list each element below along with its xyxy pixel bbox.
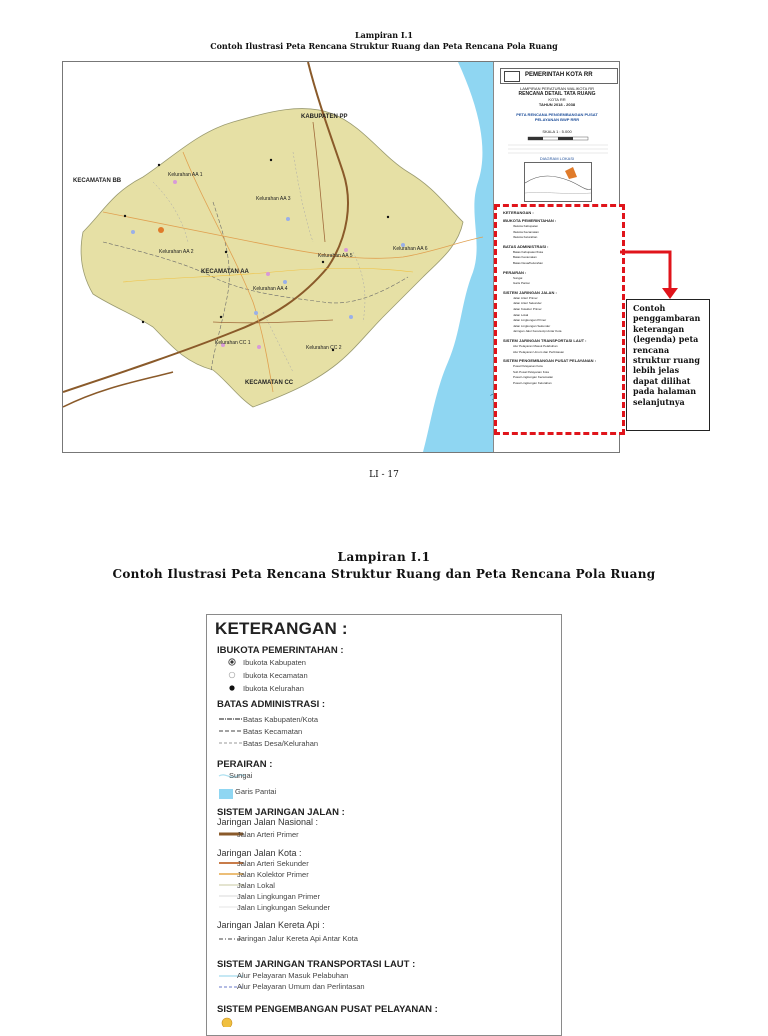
small-legend-item: Sungai	[513, 275, 523, 280]
small-legend-heading: SISTEM JARINGAN JALAN :	[503, 289, 557, 295]
legend-subheading: Jaringan Jalan Kereta Api :	[217, 920, 325, 930]
page-title-top: Lampiran I.1	[355, 30, 413, 40]
legend-detail	[206, 614, 562, 1036]
map-label-kec-aa: KECAMATAN AA	[201, 269, 249, 275]
legend-item: Jalan Lingkungan Primer	[237, 892, 320, 901]
legend-item: Jalan Lingkungan Sekunder	[237, 903, 330, 912]
small-legend-item: Garis Pantai	[513, 281, 530, 286]
legend-heading-perairan: PERAIRAN :	[217, 759, 273, 770]
page-subtitle-top: Contoh Ilustrasi Peta Rencana Struktur Ruang dan Peta Rencana Pola Ruang	[210, 41, 558, 51]
map-label-kel-aa1: Kelurahan AA 1	[168, 172, 203, 178]
ibukota-kabupaten-icon	[158, 227, 164, 233]
side-line-4: TAHUN 2018 - 2038	[538, 102, 576, 107]
legend-heading-ibukota: IBUKOTA PEMERINTAHAN :	[217, 645, 344, 656]
map-label-kel-cc1: Kelurahan CC 1	[215, 340, 251, 346]
legend-subheading: Jaringan Jalan Kota :	[217, 848, 302, 858]
legend-heading-laut: SISTEM JARINGAN TRANSPORTASI LAUT :	[217, 959, 416, 970]
government-header	[500, 68, 618, 84]
map-label-kel-aa5: Kelurahan AA 5	[318, 253, 353, 259]
map-label-kel-aa3: Kelurahan AA 3	[256, 196, 291, 202]
callout-note	[626, 299, 710, 431]
ibukota-kecamatan-icon	[229, 672, 235, 678]
small-legend-item: Alur Pelayaran Umum dan Perlintasan	[513, 349, 565, 354]
small-legend-item: Alur Pelayaran Masuk Pelabuhan	[513, 344, 558, 348]
legend-item: Jalan Lokal	[237, 881, 275, 890]
legend-item: Jalan Kolektor Primer	[237, 870, 309, 879]
small-legend-item: Sub Pusat Pelayanan Kota	[513, 369, 549, 374]
small-legend-item: Jalan Lokal	[513, 312, 529, 317]
side-map-title: PETA RENCANA PENGEMBANGAN PUSAT PELAYANAN BWP RRR	[516, 112, 598, 122]
legend-subheading: Jaringan Jalan Nasional :	[217, 817, 319, 827]
small-legend-item: Pusat Pelayanan Kota	[513, 364, 543, 369]
legend-item: Jalan Arteri Sekunder	[237, 859, 309, 868]
legend-item: Ibukota Kecamatan	[243, 671, 308, 680]
scale-bar-and-info	[508, 135, 608, 155]
legend-item: Garis Pantai	[235, 787, 277, 796]
legend-item: Alur Pelayaran Umum dan Perlintasan	[237, 982, 365, 991]
small-legend-heading: IBUKOTA PEMERINTAHAN :	[503, 218, 557, 223]
legend-title: KETERANGAN :	[215, 619, 348, 638]
small-legend-item: Ibukota Kelurahan	[513, 235, 538, 240]
legend-item: Jaringan Jalur Kereta Api Antar Kota	[237, 934, 358, 943]
small-legend-item: Ibukota Kecamatan	[513, 229, 539, 234]
legend-item: Alur Pelayaran Masuk Pelabuhan	[237, 971, 349, 980]
small-legend-item: Jalan Lingkungan Primer	[513, 318, 547, 323]
callout-text: Contoh penggambaran keterangan (legenda) peta rencana struktur ruang lebih jelas dapat dilihat pada halaman selanjutnya	[633, 303, 701, 407]
service-center-icon	[221, 1017, 235, 1027]
page-number: LI - 17	[369, 470, 399, 480]
map-label-kec-cc: KECAMATAN CC	[245, 380, 294, 386]
side-line-3: KOTA RR	[548, 97, 566, 102]
map-label-kec-bb: KECAMATAN BB	[73, 178, 122, 184]
side-line-2: RENCANA DETAIL TATA RUANG	[518, 91, 596, 97]
inset-location-map	[524, 162, 592, 202]
map-label-kab-pp: KABUPATEN PP	[301, 114, 348, 120]
small-legend-title: KETERANGAN :	[503, 210, 534, 215]
small-legend-item: Pusat Lingkungan Kelurahan	[513, 381, 552, 385]
small-legend-heading: PERAIRAN :	[503, 269, 527, 275]
legend-item: Batas Kabupaten/Kota	[243, 715, 319, 724]
legend-item: Ibukota Kabupaten	[243, 658, 306, 667]
map-label-kel-cc2: Kelurahan CC 2	[306, 345, 342, 351]
legend-item: Batas Desa/Kelurahan	[243, 739, 319, 748]
small-legend-item: Batas Kecamatan	[513, 255, 537, 260]
small-legend-item: Jalan Arteri Primer	[513, 295, 538, 300]
legend-item: Ibukota Kelurahan	[243, 684, 304, 693]
legend-item: Sungai	[229, 771, 253, 780]
city-logo	[504, 71, 520, 82]
legend-item: Jalan Arteri Primer	[237, 830, 299, 839]
page-title-bottom: Lampiran I.1	[337, 550, 431, 564]
government-name: PEMERINTAH KOTA RR	[525, 72, 593, 78]
small-legend-heading: SISTEM PENGEMBANGAN PUSAT PELAYANAN :	[503, 358, 596, 364]
legend-heading-jalan: SISTEM JARINGAN JALAN :	[217, 807, 345, 818]
legend-heading-pusat: SISTEM PENGEMBANGAN PUSAT PELAYANAN :	[217, 1004, 438, 1015]
legend-heading-batas: BATAS ADMINISTRASI :	[217, 699, 326, 710]
side-line-1: LAMPIRAN PERATURAN WALIKOTA RR	[520, 86, 594, 91]
small-legend-item: Batas Kabupaten/Kota	[513, 249, 544, 254]
small-legend-heading: SISTEM JARINGAN TRANSPORTASI LAUT :	[503, 338, 587, 343]
small-legend-item: Ibukota Kabupaten	[513, 224, 539, 228]
map-label-kel-aa4: Kelurahan AA 4	[253, 286, 288, 292]
small-legend-heading: BATAS ADMINISTRASI :	[503, 243, 549, 249]
callout-arrow	[618, 240, 678, 300]
small-legend-item: Jalan Arteri Sekunder	[513, 301, 542, 306]
page-subtitle-bottom: Contoh Ilustrasi Peta Rencana Struktur Ruang dan Peta Rencana Pola Ruang	[112, 567, 656, 581]
small-legend-item: Jaringan Jalur Kereta Api Antar Kota	[513, 329, 562, 334]
ibukota-kelurahan-icon	[229, 685, 234, 690]
map-scale: SKALA 1 : 5.000	[542, 129, 572, 134]
legend-item: Batas Kecamatan	[243, 727, 303, 736]
small-legend-item: Pusat Lingkungan Kecamatan	[513, 375, 554, 380]
map-label-kel-aa2: Kelurahan AA 2	[159, 249, 194, 255]
small-legend-item: Batas Desa/Kelurahan	[513, 261, 544, 265]
inset-title: DIAGRAM LOKASI	[539, 156, 575, 161]
coastline-icon	[219, 789, 233, 799]
highlighted-legend	[494, 204, 625, 435]
small-legend-item: Jalan Lingkungan Sekunder	[513, 323, 551, 328]
ibukota-symbols	[227, 657, 239, 697]
map-label-kel-aa6: Kelurahan AA 6	[393, 246, 428, 252]
small-legend-item: Jalan Kolektor Primer	[513, 307, 542, 311]
